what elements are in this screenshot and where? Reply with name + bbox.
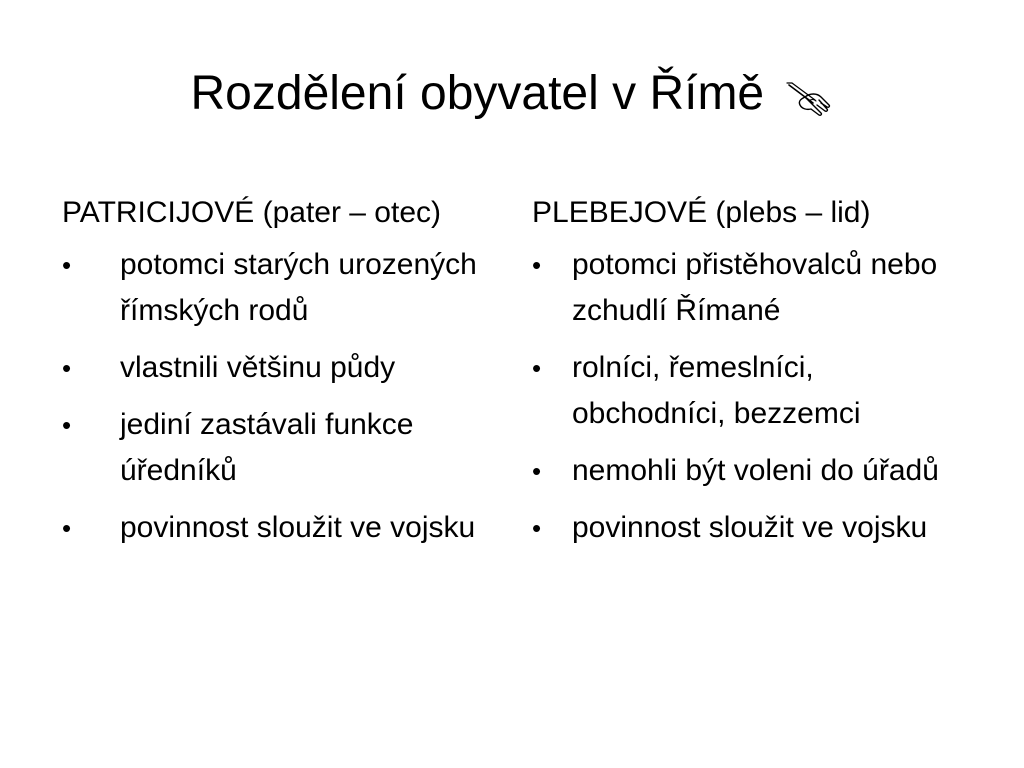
writing-hand-icon-svg <box>783 79 833 119</box>
list-item-text: nemohli být voleni do úřadů <box>572 454 939 487</box>
patricians-list <box>62 242 512 551</box>
bullet-icon: • <box>532 353 542 383</box>
bullet-icon: • <box>62 250 72 280</box>
list-item <box>532 448 982 494</box>
list-item-text: potomci přistěhovalců nebo zchudlí Římané <box>572 248 938 327</box>
list-item <box>532 242 982 334</box>
patricians-column <box>62 190 512 562</box>
list-item <box>532 345 982 437</box>
list-item-text: rolníci, řemeslníci, obchodníci, bezzemci <box>572 351 861 430</box>
slide-title <box>0 62 1024 126</box>
list-item-text: vlastnili většinu půdy <box>120 351 396 384</box>
bullet-icon: • <box>62 513 72 543</box>
bullet-icon: • <box>62 410 72 440</box>
bullet-icon: • <box>532 456 542 486</box>
list-item <box>62 242 512 334</box>
list-item-text: potomci starých urozených římských rodů <box>120 248 477 327</box>
bullet-icon: • <box>62 353 72 383</box>
list-item <box>62 402 512 494</box>
plebeians-column <box>532 190 982 562</box>
list-item <box>62 345 512 391</box>
list-item <box>532 505 982 551</box>
list-item <box>62 505 512 551</box>
bullet-icon: • <box>532 250 542 280</box>
writing-hand-icon <box>783 72 833 112</box>
patricians-heading: PATRICIJOVÉ (pater – otec) <box>62 196 441 229</box>
list-item-text: povinnost sloužit ve vojsku <box>120 511 476 544</box>
plebeians-list <box>532 242 982 551</box>
bullet-icon: • <box>532 513 542 543</box>
list-item-text: jediní zastávali funkce úředníků <box>120 408 414 487</box>
slide-title-text: Rozdělení obyvatel v Římě <box>190 67 765 120</box>
plebeians-heading: PLEBEJOVÉ (plebs – lid) <box>532 196 871 229</box>
list-item-text: povinnost sloužit ve vojsku <box>572 511 928 544</box>
